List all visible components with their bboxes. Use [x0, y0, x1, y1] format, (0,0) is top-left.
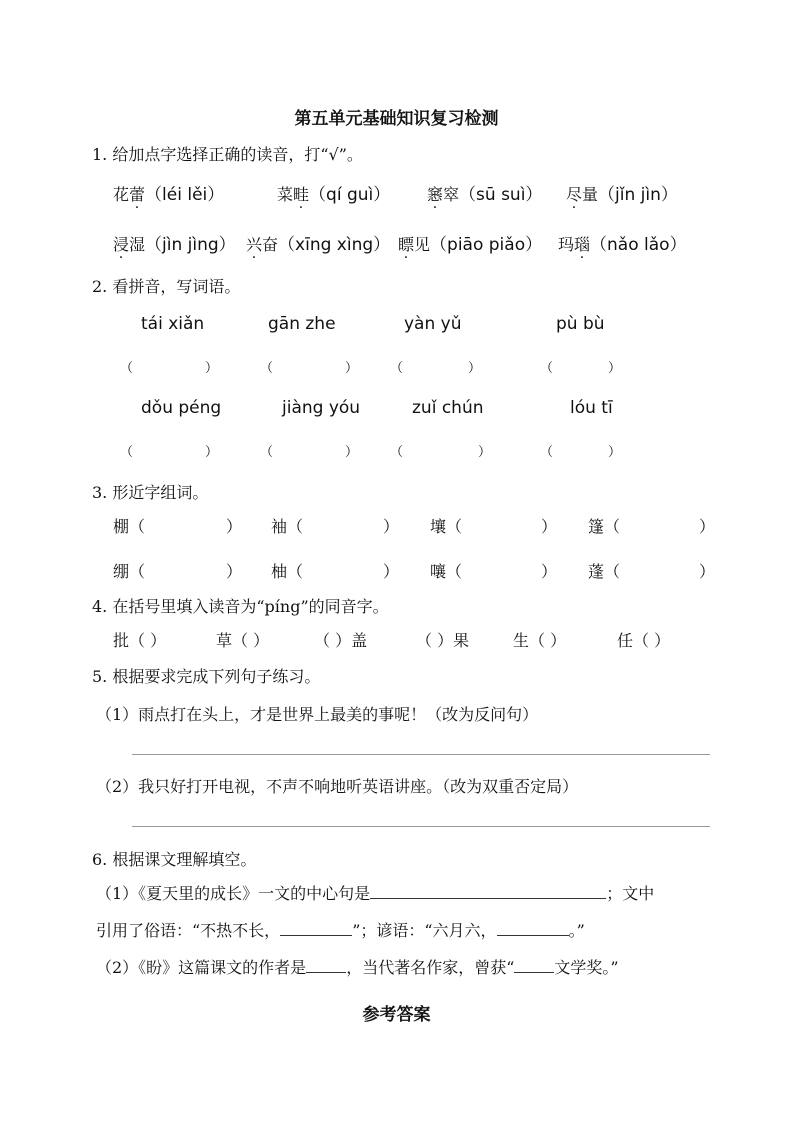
q2-paren-open-7: （	[390, 445, 404, 460]
q3-item-4: 篷（	[588, 517, 621, 536]
q6-blank-1[interactable]	[370, 882, 606, 899]
q6-blank-5[interactable]	[514, 956, 554, 973]
q5-sentence-2: （2）我只好打开电视，不声不响地听英语讲座。（改为双重否定局）	[96, 777, 579, 796]
q6-line-2: 引用了俗语：“不热不长， ”；谚语：“六月六， 。”	[96, 921, 585, 940]
q1-item-3: 窸窣（sū suì）	[427, 185, 543, 205]
q3-item-5: 绷（	[113, 562, 146, 581]
q2-paren-open-1: （	[120, 361, 134, 376]
q4-item-3: （ ）盖	[314, 631, 368, 650]
q3-close-3: ）	[541, 517, 558, 536]
q1-item-6: 兴奋（xīng xìng）	[246, 235, 391, 255]
q2-paren-close-6: ）	[345, 445, 359, 460]
q2-pinyin-1: tái xiǎn	[141, 314, 205, 334]
q5-answer-line-1[interactable]	[132, 754, 710, 755]
q1-heading: 1. 给加点字选择正确的读音，打“√”。	[92, 145, 363, 164]
q2-paren-close-4: ）	[608, 361, 622, 376]
q2-paren-close-5: ）	[205, 445, 219, 460]
q2-paren-close-7: ）	[478, 445, 492, 460]
q3-close-7: ）	[541, 562, 558, 581]
q2-pinyin-5: dǒu péng	[141, 398, 222, 418]
q3-item-1: 棚（	[113, 517, 146, 536]
q6-heading: 6. 根据课文理解填空。	[92, 850, 257, 869]
q6-line-1: （1）《夏天里的成长》一文的中心句是 ；文中	[96, 884, 655, 903]
q4-item-1: 批（ ）	[113, 631, 167, 650]
q1-item-7: 瞟见（piāo piǎo）	[398, 235, 543, 255]
q3-close-2: ）	[383, 517, 400, 536]
q6-blank-2[interactable]	[280, 919, 352, 936]
q4-item-2: 草（ ）	[216, 631, 270, 650]
q2-paren-open-3: （	[390, 361, 404, 376]
q2-pinyin-2: gān zhe	[268, 314, 336, 334]
q2-paren-open-4: （	[540, 361, 554, 376]
q5-heading: 5. 根据要求完成下列句子练习。	[92, 667, 321, 686]
q2-pinyin-3: yàn yǔ	[404, 314, 462, 334]
q2-pinyin-8: lóu tī	[570, 398, 613, 418]
q2-pinyin-7: zuǐ chún	[412, 398, 484, 418]
q2-paren-close-2: ）	[345, 361, 359, 376]
q5-answer-line-2[interactable]	[132, 826, 710, 827]
q3-item-7: 嚷（	[430, 562, 463, 581]
q4-item-4: （ ）果	[416, 631, 470, 650]
q3-heading: 3. 形近字组词。	[92, 483, 209, 502]
q2-heading: 2. 看拼音，写词语。	[92, 277, 241, 296]
q3-close-6: ）	[383, 562, 400, 581]
q3-close-1: ）	[226, 517, 243, 536]
answer-title: 参考答案	[362, 1005, 431, 1025]
page-title: 第五单元基础知识复习检测	[294, 109, 499, 129]
q2-pinyin-6: jiàng yóu	[282, 398, 361, 418]
q6-blank-3[interactable]	[497, 919, 569, 936]
q3-item-3: 壤（	[430, 517, 463, 536]
q2-pinyin-4: pù bù	[556, 314, 605, 334]
q3-close-4: ）	[699, 517, 716, 536]
q2-paren-open-5: （	[120, 445, 134, 460]
q3-item-6: 柚（	[271, 562, 304, 581]
q2-paren-close-3: ）	[468, 361, 482, 376]
q5-sentence-1: （1）雨点打在头上，才是世界上最美的事呢！（改为反问句）	[96, 705, 539, 724]
q4-item-6: 任（ ）	[617, 631, 671, 650]
q1-item-1: 花蕾（léi lěi）	[113, 185, 225, 205]
q1-item-2: 菜畦（qí guì）	[277, 185, 391, 205]
q2-paren-open-6: （	[260, 445, 274, 460]
q2-paren-close-8: ）	[608, 445, 622, 460]
q1-item-8: 玛瑙（nǎo lǎo）	[558, 235, 687, 255]
q1-item-5: 浸湿（jìn jìng）	[113, 235, 236, 255]
q2-paren-open-8: （	[540, 445, 554, 460]
q2-paren-close-1: ）	[205, 361, 219, 376]
q3-close-8: ）	[699, 562, 716, 581]
q6-line-3: （2）《盼》这篇课文的作者是 ，当代著名作家，曾获“ 文学奖。”	[96, 958, 619, 977]
q6-blank-4[interactable]	[306, 956, 346, 973]
q4-item-5: 生（ ）	[513, 631, 567, 650]
q3-close-5: ）	[226, 562, 243, 581]
q3-item-8: 蓬（	[588, 562, 621, 581]
q3-item-2: 袖（	[271, 517, 304, 536]
q1-item-4: 尽量（jǐn jìn）	[566, 185, 678, 205]
q2-paren-open-2: （	[260, 361, 274, 376]
q4-heading: 4. 在括号里填入读音为“píng”的同音字。	[92, 597, 389, 616]
